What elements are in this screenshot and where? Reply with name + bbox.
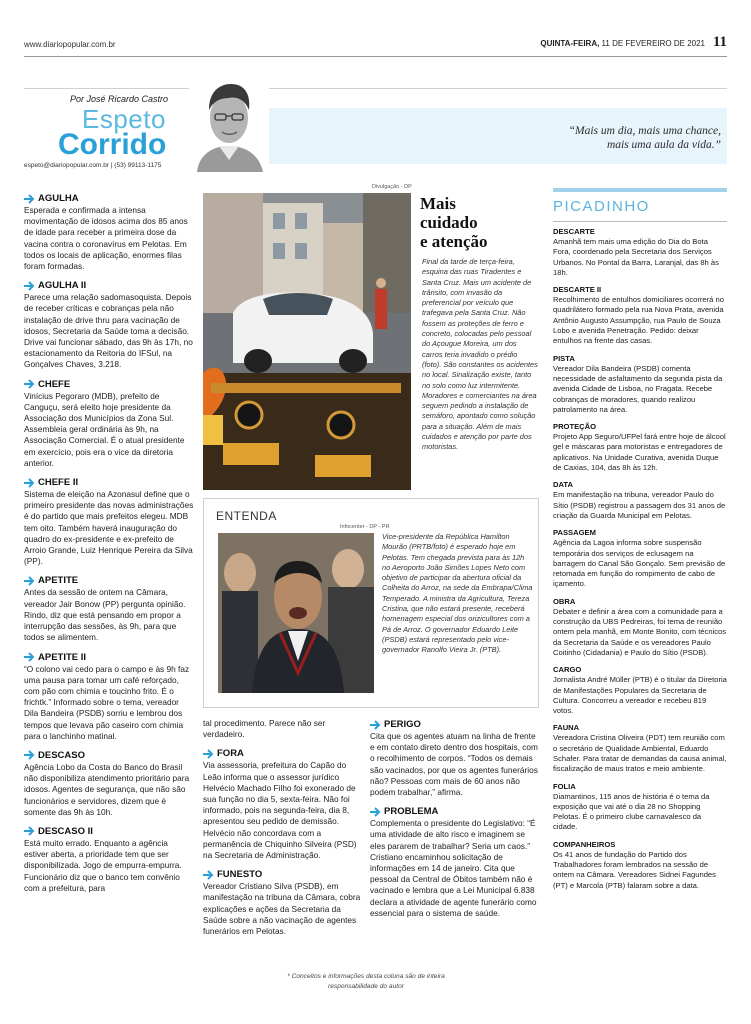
picadinho-item [553,781,727,833]
picadinho-title: PICADINHO [553,198,650,215]
note-funesto [203,868,361,937]
entenda-box [203,498,539,708]
arrow-right-icon [24,478,35,488]
column-disclaimer: * Conceitos e informações desta coluna são de inteira responsabilidade do autor [287,973,445,990]
note-problema [370,805,540,919]
picadinho-item-text: Diamantinos, 115 anos de história é o tema da exposição que vai até o dia 28 no Shopping Pelotas. É o primeiro clube carnavalesco da cidade. [553,791,710,832]
arrow-right-icon [24,194,35,204]
note-agulha-ii [24,279,194,370]
note-title: APETITE II [24,651,194,664]
quote-line-2: mais uma aula da vida.” [606,139,721,151]
note-text: Esperada e confirmada a intensa movimentação de idosos acima dos 85 anos de idade para receber a primeira dose da vacina contra o coronavírus em Pelotas. Em todos os locais de aplicação, enormes filas foram formadas. [24,205,188,272]
picadinho-item-title: OBRA [553,596,576,606]
column-2 [203,718,361,944]
note-title: PROBLEMA [370,805,540,818]
arrow-right-icon [24,750,35,760]
date-weekday: QUINTA-FEIRA, [540,39,600,48]
column-title-top: Espeto [82,104,166,134]
picadinho-item [553,353,727,415]
note-descaso [24,749,194,818]
arrow-right-icon [203,749,214,759]
picadinho-item-title: FAUNA [553,723,580,733]
arrow-right-icon [203,870,214,880]
picadinho-item-text: Vereador Dila Bandeira (PSDB) comenta necessidade de asfaltamento da segunda pista da avenida Cidade de Lisboa, no Fragata. Recebe cobranças de moradores, quando realizou patrolamento na área. [553,363,723,414]
issue-date [540,39,705,48]
note-title: AGULHA II [24,279,194,292]
note-text: tal procedimento. Parece não ser verdadeiro. [203,718,326,740]
author-byline: Por José Ricardo Castro [70,94,169,104]
note-apetite-ii [24,651,194,742]
column-title-bottom: Corrido [58,128,167,161]
note-title: AGULHA [24,192,194,205]
author-photo [189,76,269,172]
picadinho-item-title: DESCARTE [553,227,595,236]
story-lead: Final da tarde de terça-feira, esquina das ruas Tiradentes e Santa Cruz. Mais um acidente de trânsito, com invasão da preferencial por veículo que trafegava pela Santa Cruz. Não fossem as proteções de ferro e concreto, colocadas pelo pessoal do Açougue Moreira, um dos carros teria invadido o prédio (foto). São constantes os acidentes no local. Sinalização existe, tanto no solo como luz intermitente. Moradores e comerciantes na área seguem pedindo a instalação de semáforo, apontado como solução para a situação. Além de mais cuidados e atenção por parte dos motoristas. [422,257,538,452]
column-1 [24,192,194,901]
note-title: CHEFE II [24,476,194,489]
column-3 [370,718,540,926]
note-agulha [24,192,194,272]
picadinho-item-text: Projeto App Seguro/UFPel fará entre hoje de álcool gel e máscaras para motoristas e entregadores de aplicativos. Na Unidade Curativa, avenida Duque de Caxias, 104, das 8h às 12h. [553,432,726,473]
note-title: DESCASO [24,749,194,762]
page-number: 11 [712,34,727,50]
picadinho-item-title: PROTEÇÃO [553,422,597,432]
picadinho-item-text: Em manifestação na tribuna, vereador Paulo do Sítio (PSDB) registrou a passagem dos 31 anos de criação da Guarda Municipal em Pelotas. [553,490,726,520]
masthead-rule [24,88,727,89]
picadinho-item [553,226,727,278]
arrow-right-icon [370,807,381,817]
picadinho-item-title: FOLIA [553,781,576,791]
note-fora [203,747,361,861]
vice-president-photo [218,533,374,693]
note-text: Agência Lobo da Costa do Banco do Brasil não disponibiliza atendimento prioritário para idosos. Agentes de segurança, que não são funcionários e servidores, dizem que é somente das 9h às 10h. [24,761,190,817]
picadinho-item [553,664,727,716]
picadinho-item-text: Os 41 anos de fundação do Partido dos Trabalhadores foram lembrados na sessão de ontem na Câmara. Vereadores Sidnei Fagundes (PT) e Marcola (PTB) falaram sobre a data. [553,849,716,890]
note-text: Sistema de eleição na Azonasul define que o primeiro presidente das novas administrações é do partido que mais prefeitos elegeu. MDB tem oito. Também haverá inauguração do quadro do ex-presidente e ex-prefeito de Arroio Grande, Luiz Henrique Pereira da Silva (PP). [24,489,194,567]
note-text: Complementa o presidente do Legislativo: “É uma atividade de alto risco e imaginem se eles pararem de trabalhar? Seria um caos.” Cristiano encaminhou solicitação de informações em 14 de janeiro. Cita que pessoal da Central de Óbitos também não é vacinado e lembra que a Lei Municipal 6.838 declara a atividade de agente funerário como essencial para o sistema de saúde. [370,818,537,918]
note-text: Cita que os agentes atuam na linha de frente e em contato direto dentro dos hospitais, com o recolhimento de corpos. “Todos os demais são vacinados, por que os agentes funerários não? Pessoas com mais de 60 anos não podem trabalhar,” afirma. [370,731,538,798]
picadinho-item-title: DESCARTE II [553,285,602,295]
arrow-right-icon [24,652,35,662]
picadinho-item [553,421,727,473]
note-title: FUNESTO [203,868,361,881]
headline-line-2: cuidado [420,213,478,232]
arrow-right-icon [24,576,35,586]
picadinho-item-text: Agência da Lagoa informa sobre suspensão temporária dos serviços de eclusagem na barragem do Canal São Gonçalo. Sem previsão de retomada em função do rompimento de cabo de içamento. [553,538,726,589]
picadinho-item [553,479,727,521]
headline-line-1: Mais [420,194,456,213]
note-title: DESCASO II [24,825,194,838]
note-descaso-ii [24,825,194,894]
page-header [24,34,727,54]
entenda-label: ENTENDA [216,509,277,523]
picadinho-accent-bar [553,188,727,192]
picadinho-item-text: Vereadora Cristina Oliveira (PDT) tem reunião com o secretário de Qualidade Ambiental, Eduardo Schafer. Para tratar de demandas da causa animal, fiscalização de maus tratos e meio ambiente. [553,733,727,774]
note-text: Parece uma relação sadomasoquista. Depois de receber críticas e cobranças pela não instalação de drive thru para vacinação de idosos, Secretaria da Saúde toma a decisão. Drive vai funcionar sábado, das 9h às 17h, no estacionamento da Reitoria do IFSul, na Gonçalves Chaves, 3.218. [24,292,193,370]
picadinho-item-text: Jornalista André Müller (PTB) é o titular da Diretoria de Manifestações Populares da Secretaria de Cultura. Concorreu a vereador e recebeu 819 votos. [553,675,727,716]
entenda-text: Vice-presidente da República Hamilton Mourão (PRTB/foto) é esperado hoje em Pelotas. Tem chegada prevista para às 12h no Aeroporto João Simões Lopes Neto com objetivo de participar da abertura oficial da Colheita do Arroz, na sede da Embrapa/Clima Temperado. A ministra da Agricultura, Tereza Cristina, que não estará presente, receberá homenagem especial dos orizicultores com a Pá de Arroz. O governador Eduardo Leite (PSDB) estará representado pelo vice-governador Ranolfo Vieira Jr. (PTB). [382,532,533,655]
author-contact: espeto@diariopopular.com.br | (53) 99113-1175 [24,162,162,169]
note-text: Antes da sessão de ontem na Câmara, vereador Jair Bonow (PP) pergunta opinião. Rindo, diz que está pensando em propor a interrupção das sessões, às 9h, para que todos se alimentem. [24,587,186,643]
note-apetite [24,574,194,643]
arrow-right-icon [24,826,35,836]
picadinho-item [553,284,727,346]
note-text: Está muito errado. Enquanto a agência estiver aberta, a prioridade tem que ser disponibilizada. Jogo de empurra-empurra. Funcionário diz que o banco tem convênio com a prefeitura, para [24,837,182,893]
note-continuation [203,718,361,740]
picadinho-item-title: PASSAGEM [553,528,596,538]
picadinho-item-title: DATA [553,480,573,490]
picadinho-item-text: Amanhã tem mais uma edição do Dia do Bota Fora, coordenado pela Secretaria dos Serviços Urbanos. No Pontal da Barra, Laranjal, das 8h às 18h. [553,237,719,277]
note-text: Vereador Cristiano Silva (PSDB), em manifestação na tribuna da Câmara, cobra explicações e ações da Secretaria da Saúde sobre a não vacinação de agentes funerários em Pelotas. [203,881,361,937]
picadinho-item-title: CARGO [553,665,582,675]
picadinho-item [553,722,727,774]
arrow-right-icon [24,379,35,389]
picadinho-divider [553,221,727,222]
date-rest: 11 DE FEVEREIRO DE 2021 [599,39,705,48]
accident-photo [203,193,411,490]
site-url[interactable]: www.diariopopular.com.br [24,40,116,49]
picadinho-item [553,527,727,589]
picadinho-item-title: PISTA [553,353,575,363]
arrow-right-icon [24,281,35,291]
note-perigo [370,718,540,798]
picadinho-item-text: Recolhimento de entulhos domiciliares ocorrerá no quadrilátero formado pela rua Nova Prata, avenida Antônio Augusto Assumpção, rua Paulo de Souza Lobo e avenida Penetração. Pedido: deixar entulhos na frente das casas. [553,295,724,346]
picadinho-item [553,839,727,891]
picadinho-item-title: COMPANHEIROS [553,839,616,849]
note-title: CHEFE [24,378,194,391]
picadinho-item [553,596,727,658]
note-chefe [24,378,194,469]
note-chefe-ii [24,476,194,567]
note-title: APETITE [24,574,194,587]
quote-line-1: “Mais um dia, mais uma chance, [568,125,721,137]
note-title: PERIGO [370,718,540,731]
headline-line-3: e atenção [420,232,488,251]
picadinho-item-text: Debater e definir a área com a comunidade para a construção da UBS Pedreiras, foi tema de reunião ontem pela manhã, em Monte Bonito, com técnicos da Secretaria da Saúde e os vereadores Paulo Coitinho (Cidadania) e Paulo do Sítio (PSDB). [553,606,727,657]
main-photo-credit: Divulgação - DP [372,184,412,190]
arrow-right-icon [370,720,381,730]
story-headline [420,194,540,251]
note-title: FORA [203,747,361,760]
picadinho-sidebar [553,188,727,897]
column-epigraph [481,124,721,152]
note-text: “O colono vai cedo para o campo e às 9h faz uma pausa para tomar um café reforçado, com pão com chimia e toucinho frito. É o frichtk.” Informado sobre o tema, vereador Dila Bandeira (PSDB) sorriu e lembrou dos tempos que levava pão caseiro com chimia para o lanchinho matinal. [24,663,190,741]
note-text: Vinícius Pegoraro (MDB), prefeito de Canguçu, será eleito hoje presidente da Associação dos Municípios da Zona Sul. Assembleia geral ordinária às 9h, na Associação Comercial. É o atual presidente em exercício, pois era o vice da diretoria anterior. [24,390,185,468]
header-rule [24,56,727,57]
note-text: Via assessoria, prefeitura do Capão do Leão informa que o assessor jurídico Helvécio Machado Filho foi exonerado de sua função no dia 5, sexta-feira. Não foi informado, pois na segunda-feira, dia 8, apresentou seu pedido de demissão. Helvécio não concordava com a permanência de Chiquinho Silveira (PSD) na Secretaria de Administração. [203,760,357,861]
entenda-photo-credit: Infocenter - DP - PR [340,524,390,530]
column-masthead [24,92,727,178]
